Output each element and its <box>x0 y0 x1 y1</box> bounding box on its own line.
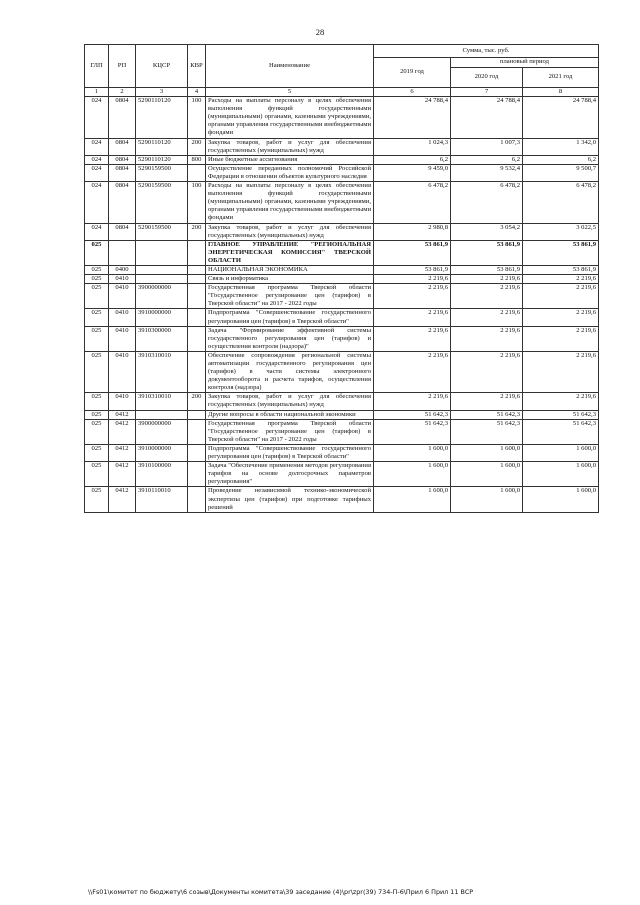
cell-kcsr: 3900000000 <box>136 419 188 444</box>
cell-2020: 2 219,6 <box>451 309 523 326</box>
cell-2021: 9 500,7 <box>523 164 599 181</box>
cell-rp: 0804 <box>109 182 136 223</box>
cell-kvr <box>188 351 206 392</box>
header-rp: РП <box>109 45 136 88</box>
cell-name: Связь и информатика <box>206 275 374 284</box>
cell-name: Государственная программа Тверской области "Государственное регулирование цен (тарифов) в Тверской области" на 2017 - 2022 годы <box>206 284 374 309</box>
cell-2019: 2 219,6 <box>374 275 451 284</box>
cell-kcsr <box>136 410 188 419</box>
cell-glp: 025 <box>85 351 109 392</box>
table-row <box>85 487 599 512</box>
cell-2019: 1 600,0 <box>374 487 451 512</box>
cell-name: Обеспечение сопровождения региональной системы автоматизации государственного регулирования цен (тарифов) в части системы электронного документооборота и расчета тарифов, осуществления контроля (надзора) <box>206 351 374 392</box>
cell-2020: 6 478,2 <box>451 182 523 223</box>
cell-rp: 0400 <box>109 265 136 274</box>
cell-rp: 0412 <box>109 462 136 487</box>
cell-glp: 025 <box>85 393 109 410</box>
table-row <box>85 393 599 410</box>
cell-2020: 2 219,6 <box>451 284 523 309</box>
cell-glp: 025 <box>85 275 109 284</box>
table-row <box>85 97 599 138</box>
cell-2020: 2 219,6 <box>451 393 523 410</box>
cell-kvr <box>188 265 206 274</box>
column-index: 5 <box>206 88 374 97</box>
cell-2020: 6,2 <box>451 155 523 164</box>
cell-2021: 1 342,0 <box>523 138 599 155</box>
cell-2021: 1 600,0 <box>523 462 599 487</box>
cell-glp: 024 <box>85 138 109 155</box>
cell-kvr <box>188 410 206 419</box>
cell-2019: 2 219,6 <box>374 326 451 351</box>
cell-rp: 0412 <box>109 444 136 461</box>
cell-2019: 2 219,6 <box>374 309 451 326</box>
cell-name: Подпрограмма "Совершенствование государственного регулирования цен (тарифов) в Тверской области" <box>206 309 374 326</box>
column-index: 8 <box>523 88 599 97</box>
cell-glp: 025 <box>85 265 109 274</box>
cell-kcsr: 3910100000 <box>136 462 188 487</box>
cell-2020: 1 600,0 <box>451 444 523 461</box>
header-kvr: КВР <box>188 45 206 88</box>
cell-name: Закупка товаров, работ и услуг для обеспечения государственных (муниципальных) нужд <box>206 138 374 155</box>
cell-name: Иные бюджетные ассигнования <box>206 155 374 164</box>
cell-name: Подпрограмма "Совершенствование государственного регулирования цен (тарифов) в Тверской области" <box>206 444 374 461</box>
header-glp: ГЛП <box>85 45 109 88</box>
cell-name: Расходы на выплаты персоналу в целях обеспечения выполнения функций государственными (муниципальными) органами, казенными учреждениями, органами управления государственными внебюджетными фондами <box>206 182 374 223</box>
cell-2020: 24 788,4 <box>451 97 523 138</box>
cell-2021: 2 219,6 <box>523 393 599 410</box>
cell-kcsr: 5290110120 <box>136 97 188 138</box>
cell-rp: 0410 <box>109 275 136 284</box>
table-row <box>85 164 599 181</box>
footer-file-path: \\Fs01\комитет по бюджету\6 созыв\Документы комитета\39 заседание (4)\pr\zpr(39) 734-П-6\Прил 6 Прил 11 ВСР <box>88 888 474 896</box>
cell-kcsr: 3910110010 <box>136 487 188 512</box>
cell-2021: 53 861,9 <box>523 265 599 274</box>
cell-2021: 1 600,0 <box>523 444 599 461</box>
cell-2020: 51 642,3 <box>451 410 523 419</box>
cell-rp <box>109 240 136 265</box>
header-name: Наименование <box>206 45 374 88</box>
cell-rp: 0804 <box>109 138 136 155</box>
cell-2021: 51 642,3 <box>523 419 599 444</box>
header-sum: Сумма, тыс. руб. <box>374 45 599 58</box>
cell-kvr <box>188 164 206 181</box>
cell-2019: 2 219,6 <box>374 284 451 309</box>
header-2021: 2021 год <box>523 68 599 88</box>
cell-glp: 025 <box>85 240 109 265</box>
cell-glp: 024 <box>85 182 109 223</box>
cell-kvr <box>188 444 206 461</box>
cell-rp: 0410 <box>109 326 136 351</box>
cell-kvr: 800 <box>188 155 206 164</box>
cell-name: Государственная программа Тверской области "Государственное регулирование цен (тарифов) в Тверской области" на 2017 - 2022 годы <box>206 419 374 444</box>
cell-kvr <box>188 462 206 487</box>
cell-2021: 6 478,2 <box>523 182 599 223</box>
header-2020: 2020 год <box>451 68 523 88</box>
cell-name: НАЦИОНАЛЬНАЯ ЭКОНОМИКА <box>206 265 374 274</box>
cell-2020: 53 861,9 <box>451 265 523 274</box>
cell-name: Задача "Обеспечение применения методов регулирования тарифов на основе долгосрочных параметров регулирования" <box>206 462 374 487</box>
cell-2019: 53 861,9 <box>374 240 451 265</box>
cell-2019: 1 600,0 <box>374 462 451 487</box>
cell-2020: 53 861,9 <box>451 240 523 265</box>
cell-name: Закупка товаров, работ и услуг для обеспечения государственных (муниципальных) нужд <box>206 223 374 240</box>
cell-2021: 6,2 <box>523 155 599 164</box>
cell-rp: 0410 <box>109 309 136 326</box>
cell-rp: 0804 <box>109 155 136 164</box>
column-index: 4 <box>188 88 206 97</box>
cell-glp: 025 <box>85 309 109 326</box>
table-row <box>85 223 599 240</box>
table-row <box>85 326 599 351</box>
cell-glp: 025 <box>85 419 109 444</box>
table-row <box>85 138 599 155</box>
cell-2019: 6,2 <box>374 155 451 164</box>
cell-kcsr <box>136 240 188 265</box>
cell-glp: 024 <box>85 155 109 164</box>
table-row <box>85 419 599 444</box>
cell-name: Расходы на выплаты персоналу в целях обеспечения выполнения функций государственными (муниципальными) органами, казенными учреждениями, органами управления государственными внебюджетными фондами <box>206 97 374 138</box>
cell-kvr: 100 <box>188 182 206 223</box>
cell-2019: 9 459,0 <box>374 164 451 181</box>
cell-kcsr: 3910000000 <box>136 444 188 461</box>
cell-kcsr: 3910000000 <box>136 309 188 326</box>
cell-2021: 2 219,6 <box>523 275 599 284</box>
cell-kvr: 200 <box>188 138 206 155</box>
cell-2021: 53 861,9 <box>523 240 599 265</box>
cell-2021: 2 219,6 <box>523 326 599 351</box>
cell-2020: 2 219,6 <box>451 275 523 284</box>
table-row <box>85 182 599 223</box>
cell-2019: 24 788,4 <box>374 97 451 138</box>
cell-kcsr: 3910310010 <box>136 351 188 392</box>
cell-kvr <box>188 284 206 309</box>
cell-2020: 9 532,4 <box>451 164 523 181</box>
cell-kvr <box>188 275 206 284</box>
cell-name: Задача "Формирование эффективной системы государственного регулирования цен (тарифов) и осуществления контроля (надзора)" <box>206 326 374 351</box>
table-row <box>85 351 599 392</box>
cell-2020: 3 054,2 <box>451 223 523 240</box>
cell-2019: 1 024,3 <box>374 138 451 155</box>
cell-glp: 025 <box>85 444 109 461</box>
cell-name: ГЛАВНОЕ УПРАВЛЕНИЕ "РЕГИОНАЛЬНАЯ ЭНЕРГЕТИЧЕСКАЯ КОМИССИЯ" ТВЕРСКОЙ ОБЛАСТИ <box>206 240 374 265</box>
cell-kcsr <box>136 265 188 274</box>
cell-2019: 2 219,6 <box>374 351 451 392</box>
column-index: 7 <box>451 88 523 97</box>
cell-name: Другие вопросы в области национальной экономики <box>206 410 374 419</box>
cell-rp: 0412 <box>109 419 136 444</box>
cell-2019: 2 980,8 <box>374 223 451 240</box>
cell-2019: 2 219,6 <box>374 393 451 410</box>
table-row <box>85 444 599 461</box>
cell-2019: 6 478,2 <box>374 182 451 223</box>
cell-kvr <box>188 309 206 326</box>
table-row <box>85 410 599 419</box>
table-row <box>85 275 599 284</box>
cell-kcsr: 5290159500 <box>136 164 188 181</box>
cell-kcsr: 3910300000 <box>136 326 188 351</box>
column-index-row <box>85 88 599 97</box>
cell-kvr <box>188 240 206 265</box>
cell-kvr <box>188 487 206 512</box>
header-plan-period: плановый период <box>451 58 599 68</box>
cell-2021: 2 219,6 <box>523 309 599 326</box>
cell-rp: 0804 <box>109 223 136 240</box>
cell-2020: 1 600,0 <box>451 487 523 512</box>
cell-2021: 3 022,5 <box>523 223 599 240</box>
cell-kvr <box>188 326 206 351</box>
cell-2021: 24 788,4 <box>523 97 599 138</box>
cell-kvr: 200 <box>188 223 206 240</box>
cell-2020: 2 219,6 <box>451 351 523 392</box>
budget-table <box>84 44 599 513</box>
cell-2021: 1 600,0 <box>523 487 599 512</box>
cell-kcsr: 5290110120 <box>136 155 188 164</box>
page-number: 28 <box>315 27 325 37</box>
cell-2019: 51 642,3 <box>374 410 451 419</box>
table-row <box>85 240 599 265</box>
cell-rp: 0412 <box>109 487 136 512</box>
column-index: 2 <box>109 88 136 97</box>
cell-2020: 1 600,0 <box>451 462 523 487</box>
column-index: 6 <box>374 88 451 97</box>
column-index: 3 <box>136 88 188 97</box>
cell-2020: 51 642,3 <box>451 419 523 444</box>
cell-2019: 51 642,3 <box>374 419 451 444</box>
table-row <box>85 284 599 309</box>
cell-glp: 025 <box>85 487 109 512</box>
cell-rp: 0804 <box>109 97 136 138</box>
table-row <box>85 155 599 164</box>
cell-2020: 2 219,6 <box>451 326 523 351</box>
header-kcsr: КЦСР <box>136 45 188 88</box>
cell-glp: 025 <box>85 410 109 419</box>
column-index: 1 <box>85 88 109 97</box>
cell-kcsr <box>136 275 188 284</box>
cell-rp: 0410 <box>109 393 136 410</box>
cell-kcsr: 5290159500 <box>136 223 188 240</box>
cell-name: Проведение независимой технико-экономической экспертизы цен (тарифов) при подготовке тарифных решений <box>206 487 374 512</box>
cell-rp: 0410 <box>109 351 136 392</box>
cell-kcsr: 3900000000 <box>136 284 188 309</box>
cell-kvr: 200 <box>188 393 206 410</box>
cell-kvr <box>188 419 206 444</box>
cell-glp: 024 <box>85 223 109 240</box>
table-row <box>85 462 599 487</box>
cell-2021: 51 642,3 <box>523 410 599 419</box>
cell-2019: 53 861,9 <box>374 265 451 274</box>
cell-kcsr: 5290110120 <box>136 138 188 155</box>
cell-2021: 2 219,6 <box>523 351 599 392</box>
cell-glp: 024 <box>85 164 109 181</box>
cell-glp: 025 <box>85 284 109 309</box>
cell-glp: 024 <box>85 97 109 138</box>
cell-glp: 025 <box>85 462 109 487</box>
cell-glp: 025 <box>85 326 109 351</box>
cell-rp: 0804 <box>109 164 136 181</box>
cell-2019: 1 600,0 <box>374 444 451 461</box>
header-2019: 2019 год <box>374 58 451 88</box>
cell-2020: 1 007,3 <box>451 138 523 155</box>
cell-kcsr: 3910310010 <box>136 393 188 410</box>
cell-rp: 0412 <box>109 410 136 419</box>
cell-rp: 0410 <box>109 284 136 309</box>
table-row <box>85 265 599 274</box>
table-row <box>85 309 599 326</box>
cell-name: Осуществление переданных полномочий Российской Федерации в отношении объектов культурного наследия <box>206 164 374 181</box>
cell-kcsr: 5290159500 <box>136 182 188 223</box>
cell-kvr: 100 <box>188 97 206 138</box>
cell-2021: 2 219,6 <box>523 284 599 309</box>
cell-name: Закупка товаров, работ и услуг для обеспечения государственных (муниципальных) нужд <box>206 393 374 410</box>
